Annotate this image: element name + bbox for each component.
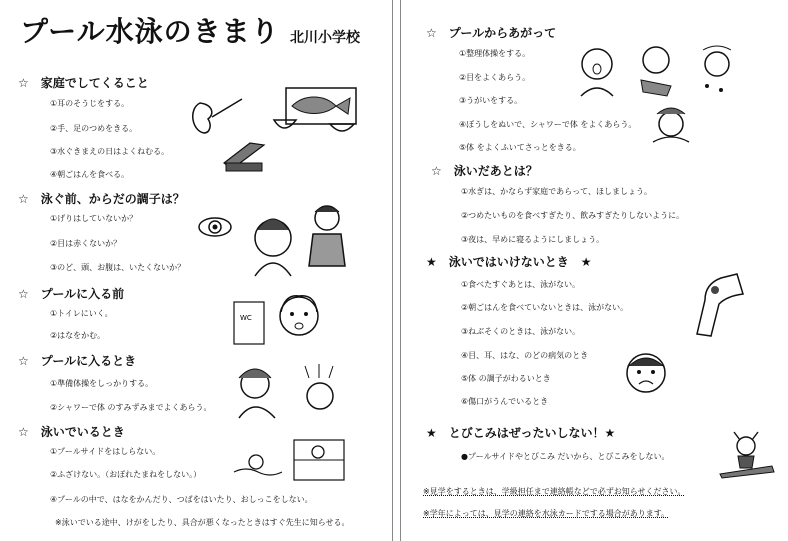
section-heading: ☆ 泳ぐ前、からだの調子は？ (18, 192, 185, 206)
knee-leg-illustration (691, 270, 751, 340)
list-item: ②シャワーで体 のすみずみまでよくあらう。 (50, 403, 212, 412)
safety-note: ※泳いでいる途中、けがをしたり、具合が悪くなったときはすぐ先生に知らせる。 (55, 518, 350, 527)
list-item: ④目、耳、はな、のどの病気のとき (461, 351, 589, 360)
eye-icon (198, 215, 232, 239)
list-item: ①食べたすぐあとは、泳がない。 (461, 280, 581, 289)
list-item: ●プールサイドやとびこみ だいから、とびこみをしない。 (461, 452, 670, 461)
list-item: ②朝ごはんを食べていないときは、泳がない。 (461, 303, 629, 312)
section-heading: ☆ 泳いでいるとき (18, 425, 125, 439)
pool-swimming-illustration (230, 432, 350, 492)
list-item: ④プールの中で、はなをかんだり、つばをはいたり、おしっこをしない。 (50, 495, 313, 504)
list-item: ②目をよくあらう。 (459, 73, 531, 82)
list-item: ②手、足のつめをきる。 (50, 124, 138, 133)
list-item: ②目は赤くないか？ (50, 239, 122, 248)
list-item: ①プールサイドをはしらない。 (50, 447, 161, 456)
list-item: ⑤体 をよくふいてさっとをきる。 (459, 143, 581, 152)
list-item: ③水ぐきまえの日はよくねむる。 (50, 147, 170, 156)
sad-boy-face-illustration (623, 350, 669, 396)
diving-child-illustration (716, 428, 776, 480)
list-item: ①水ぎは、かならず家庭であらって、ほしましょう。 (461, 187, 653, 196)
list-item: ③ねぶそくのときは、泳がない。 (461, 327, 581, 336)
list-item: ③夜は、早めに寝るようにしましょう。 (461, 235, 605, 244)
right-page (400, 0, 788, 541)
list-item: ②つめたいものを食べすぎたり、飲みすぎたりしないように。 (461, 211, 685, 220)
page-title: プール水泳のきまり (20, 15, 280, 48)
list-item: ①トイレにいく。 (50, 309, 113, 318)
list-item: ②はなをかむ。 (50, 331, 106, 340)
section-heading: ☆ 泳いだあとは？ (431, 164, 538, 178)
list-item: ①整理体操をする。 (459, 49, 531, 58)
section-heading: ★ 泳いではいけないとき ★ (426, 255, 592, 269)
list-item: ④ぼうしをぬいで、シャワーで体 をよくあらう。 (459, 120, 637, 129)
warmup-shower-illustration (235, 362, 345, 420)
list-item: ③のど、頭、お腹は、いたくないか？ (50, 263, 186, 272)
section-heading: ☆ 家庭でしてくること (18, 76, 149, 90)
svg-text:WC: WC (240, 314, 252, 322)
list-item: ②ふざけない。（おぼれたまねをしない。） (50, 470, 202, 479)
breakfast-illustration (270, 80, 360, 140)
footer-note: ※学年によっては、見学の連絡を水泳カードでする場合があります。 (423, 509, 670, 518)
sick-children-illustration (245, 200, 355, 280)
list-item: ①準備体操をしっかりする。 (50, 379, 154, 388)
list-item: ③うがいをする。 (459, 96, 523, 105)
section-heading: ☆ プールからあがって (426, 26, 557, 40)
list-item: ⑥傷口がうんでいるとき (461, 397, 549, 406)
section-heading: ☆ プールに入るとき (18, 354, 137, 368)
footer-note: ※見学をするときは、学級担任まで連絡帳などで必ずお知らせください。 (423, 487, 686, 496)
list-item: ④朝ごはんを食べる。 (50, 170, 130, 179)
list-item: ①げりはしていないか？ (50, 214, 138, 223)
nail-clipper-illustration (220, 135, 270, 175)
school-name: 北川小学校 (290, 30, 360, 46)
toilet-sign-illustration (228, 300, 268, 345)
list-item: ①耳のそうじをする。 (50, 99, 130, 108)
boy-face-illustration (275, 292, 325, 340)
section-heading: ☆ プールに入る前 (18, 287, 125, 301)
section-heading: ★ とびこみはぜったいしない！★ (426, 426, 616, 440)
left-page (0, 0, 393, 541)
ear-cleaning-illustration (190, 95, 250, 140)
list-item: ⑤体 の調子がわるいとき (461, 374, 551, 383)
after-pool-illustration (571, 42, 771, 147)
